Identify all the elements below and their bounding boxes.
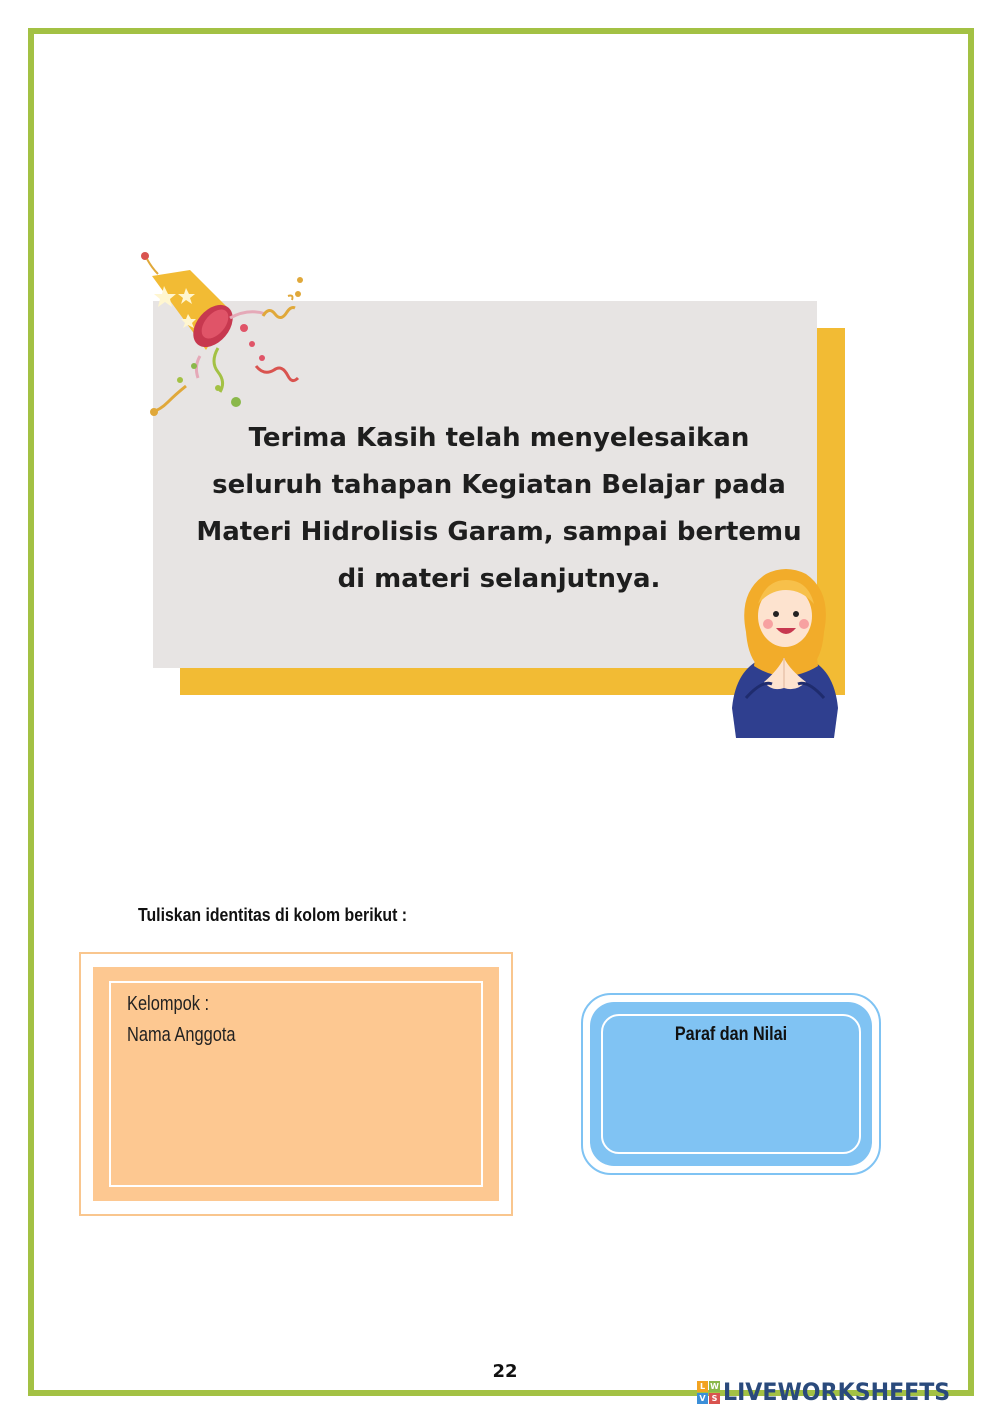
identity-box bbox=[79, 952, 513, 1216]
group-label: Kelompok : bbox=[127, 993, 210, 1015]
score-label: Paraf dan Nilai bbox=[674, 1024, 788, 1045]
brand-name: LIVEWORKSHEETS bbox=[723, 1378, 951, 1406]
message-line-2: seluruh tahapan Kegiatan Belajar pada bbox=[212, 470, 786, 500]
message-line-4: di materi selanjutnya. bbox=[337, 564, 661, 594]
logo-letter-1: L bbox=[697, 1381, 708, 1392]
thank-you-message bbox=[182, 415, 816, 603]
hijab-girl-illustration bbox=[726, 562, 844, 740]
page-number: 22 bbox=[492, 1361, 518, 1382]
party-popper-icon bbox=[138, 248, 313, 423]
logo-letter-4: S bbox=[709, 1393, 720, 1404]
identity-input-area[interactable] bbox=[109, 981, 483, 1187]
liveworksheets-logo-icon bbox=[697, 1381, 720, 1404]
members-label: Nama Anggota bbox=[127, 1024, 236, 1046]
logo-letter-3: V bbox=[697, 1393, 708, 1404]
logo-letter-2: W bbox=[710, 1381, 719, 1391]
liveworksheets-brand[interactable] bbox=[697, 1378, 970, 1406]
message-line-1: Terima Kasih telah menyelesaikan bbox=[248, 423, 750, 453]
message-line-3: Materi Hidrolisis Garam, sampai bertemu bbox=[196, 517, 802, 547]
identity-box-fill bbox=[93, 967, 499, 1201]
score-box-fill bbox=[590, 1002, 872, 1166]
score-input-area[interactable] bbox=[601, 1014, 861, 1154]
identity-instruction: Tuliskan identitas di kolom berikut : bbox=[138, 905, 408, 925]
score-box bbox=[581, 993, 881, 1175]
